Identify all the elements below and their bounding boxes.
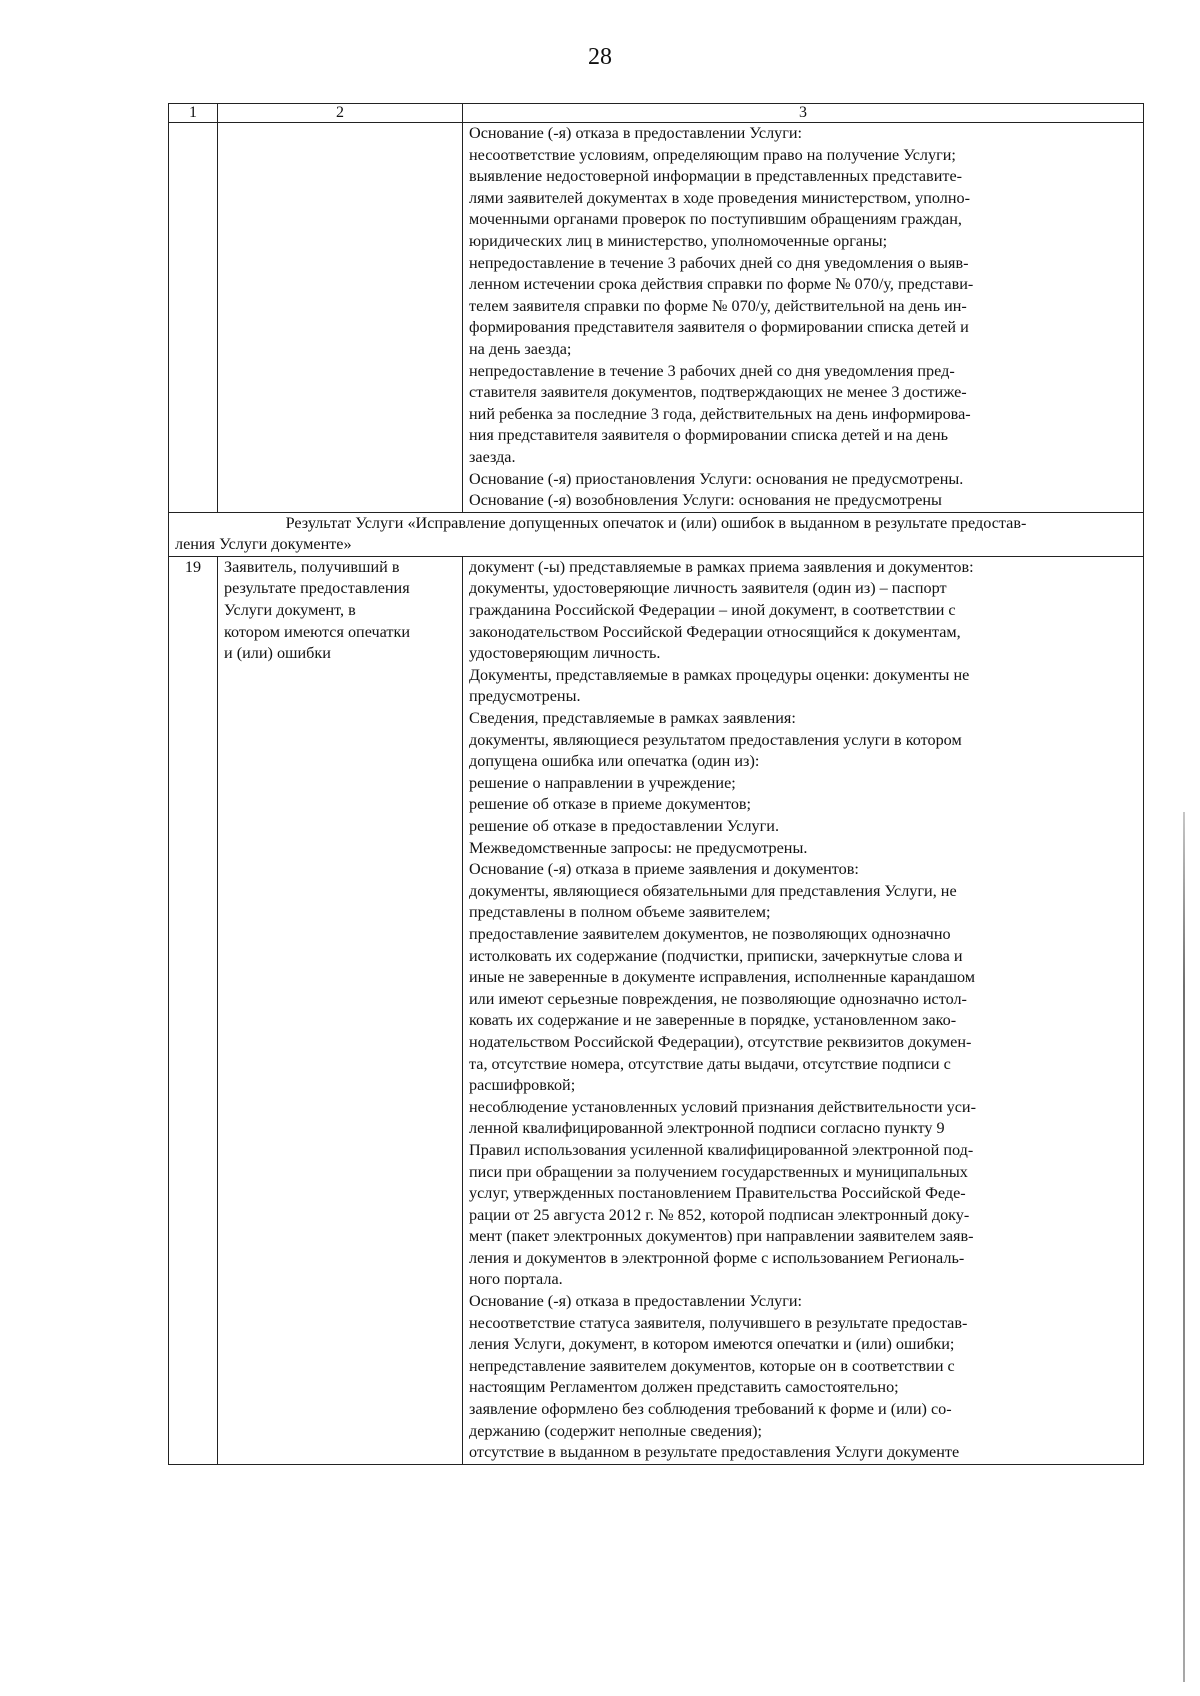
text-line: услуг, утвержденных постановлением Правительства Российской Феде- (469, 1184, 966, 1203)
column-header-3: 3 (463, 104, 1144, 123)
text-line: юридических лиц в министерство, уполномоченные органы; (469, 231, 888, 250)
text-line: Сведения, представляемые в рамках заявления: (469, 709, 796, 728)
text-line: непредоставление в течение 3 рабочих дней со дня уведомления о выяв- (469, 253, 969, 272)
section-title (169, 512, 1144, 556)
text-line: формирования представителя заявителя о формировании списка детей и (469, 318, 969, 337)
text-line: истолковать их содержание (подчистки, приписки, зачеркнутые слова и (469, 946, 963, 965)
text-line: писи при обращении за получением государственных и муниципальных (469, 1162, 968, 1181)
text-line: телем заявителя справки по форме № 070/у, действительной на день ин- (469, 296, 967, 315)
text-line: ления Услуги, документ, в котором имеются опечатки и (или) ошибки; (469, 1335, 955, 1354)
text-line: Межведомственные запросы: не предусмотрены. (469, 838, 808, 857)
text-line: котором имеются опечатки (224, 622, 411, 641)
text-line: ленном истечении срока действия справки по форме № 070/у, представи- (469, 275, 974, 294)
text-line: Основание (-я) отказа в предоставлении Услуги: (469, 124, 803, 142)
text-line: держанию (содержит неполные сведения); (469, 1421, 763, 1440)
text-line: решение об отказе в предоставлении Услуги. (469, 817, 779, 835)
text-line: рации от 25 августа 2012 г. № 852, которой подписан электронный доку- (469, 1205, 970, 1224)
text-line: несоблюдение установленных условий признания действительности уси- (469, 1097, 976, 1116)
text-line: или имеют серьезные повреждения, не позволяющие однозначно истол- (469, 989, 967, 1008)
text-line: ленной квалифицированной электронной подписи согласно пункту 9 (469, 1119, 945, 1138)
section-title-row (169, 512, 1144, 556)
text-line: ковать их содержание и не заверенные в порядке, установленном зако- (469, 1011, 957, 1030)
text-line: гражданина Российской Федерации – иной документ, в соответствии с (469, 601, 956, 620)
text-line: ния представителя заявителя о формировании списка детей и на день (469, 426, 949, 445)
text-line: документы, являющиеся обязательными для представления Услуги, не (469, 881, 957, 900)
text-line: ления Услуги документе» (175, 535, 352, 554)
text-line: документы, являющиеся результатом предоставления услуги в котором (469, 730, 962, 749)
text-line: ставителя заявителя документов, подтверждающих не менее 3 достиже- (469, 383, 967, 402)
text-line: удостоверяющим личность. (469, 644, 661, 663)
text-line: моченными органами проверок по поступившим обращениям граждан, (469, 210, 962, 229)
text-line: Результат Услуги «Исправление допущенных опечаток и (или) ошибок в выданном в результате предостав- (285, 513, 1027, 532)
applicant-cell (218, 556, 463, 1464)
text-line: отсутствие в выданном в результате предоставления Услуги документе (469, 1443, 960, 1462)
text-line: несоответствие условиям, определяющим право на получение Услуги; (469, 145, 956, 164)
text-line: непредоставление в течение 3 рабочих дней со дня уведомления пред- (469, 361, 955, 380)
row-number-cell: 19 (169, 556, 218, 1464)
text-line: ного портала. (469, 1270, 563, 1289)
text-line: результате предоставления (224, 579, 410, 598)
text-line: ний ребенка за последние 3 года, действительных на день информирова- (469, 404, 971, 423)
requirements-table (168, 103, 1144, 1465)
text-line: выявление недостоверной информации в представленных представите- (469, 167, 963, 186)
text-line: Услуги документ, в (224, 601, 356, 620)
text-line: законодательством Российской Федерации относящийся к документам, (469, 622, 961, 641)
page-number: 28 (588, 44, 612, 70)
text-line: заезда. (469, 447, 516, 466)
scan-edge-artifact (1183, 812, 1185, 1682)
text-line: та, отсутствие номера, отсутствие даты выдачи, отсутствие подписи с (469, 1054, 951, 1073)
text-line: решение о направлении в учреждение; (469, 773, 736, 792)
documents-cell (463, 556, 1144, 1464)
text-line: документ (-ы) представляемые в рамках приема заявления и документов: (469, 557, 974, 576)
text-line: Основание (-я) отказа в приеме заявления и документов: (469, 860, 859, 879)
text-line: расшифровкой; (469, 1076, 576, 1095)
table-row-continuation (169, 123, 1144, 513)
text-line: Основание (-я) возобновления Услуги: основания не предусмотрены (469, 491, 942, 510)
table-row-19 (169, 556, 1144, 1464)
text-line: Заявитель, получивший в (224, 557, 400, 576)
text-line: Основание (-я) отказа в предоставлении Услуги: (469, 1292, 803, 1311)
text-line: допущена ошибка или опечатка (один из): (469, 752, 760, 771)
text-line: лями заявителей документах в ходе проведения министерством, уполно- (469, 188, 970, 207)
text-line: нодательством Российской Федерации), отсутствие реквизитов докумен- (469, 1032, 972, 1051)
text-line: непредставление заявителем документов, которые он в соответствии с (469, 1356, 955, 1375)
text-line: заявление оформлено без соблюдения требований к форме и (или) со- (469, 1400, 952, 1419)
text-line: представлены в полном объеме заявителем; (469, 903, 771, 922)
text-line: на день заезда; (469, 339, 572, 358)
text-line: документы, удостоверяющие личность заявителя (один из) – паспорт (469, 579, 947, 598)
text-line: настоящим Регламентом должен представить самостоятельно; (469, 1378, 899, 1397)
table-header-row (169, 104, 1144, 123)
text-line: ления и документов в электронной форме с использованием Региональ- (469, 1248, 965, 1267)
text-line: предоставление заявителем документов, не позволяющих однозначно (469, 924, 951, 943)
column-header-1: 1 (169, 104, 218, 123)
text-line: и (или) ошибки (224, 644, 331, 663)
text-line: мент (пакет электронных документов) при направлении заявителем заяв- (469, 1227, 974, 1246)
text-line: Документы, представляемые в рамках процедуры оценки: документы не (469, 665, 970, 684)
applicant-cell (218, 123, 463, 513)
text-line: предусмотрены. (469, 687, 581, 706)
text-line: иные не заверенные в документе исправления, исполненные карандашом (469, 968, 976, 987)
grounds-cell (463, 123, 1144, 513)
text-line: несоответствие статуса заявителя, получившего в результате предостав- (469, 1313, 968, 1332)
column-header-2: 2 (218, 104, 463, 123)
text-line: Правил использования усиленной квалифицированной электронной под- (469, 1140, 974, 1159)
text-line: решение об отказе в приеме документов; (469, 795, 752, 814)
text-line: Основание (-я) приостановления Услуги: основания не предусмотрены. (469, 469, 964, 488)
row-number-cell (169, 123, 218, 513)
